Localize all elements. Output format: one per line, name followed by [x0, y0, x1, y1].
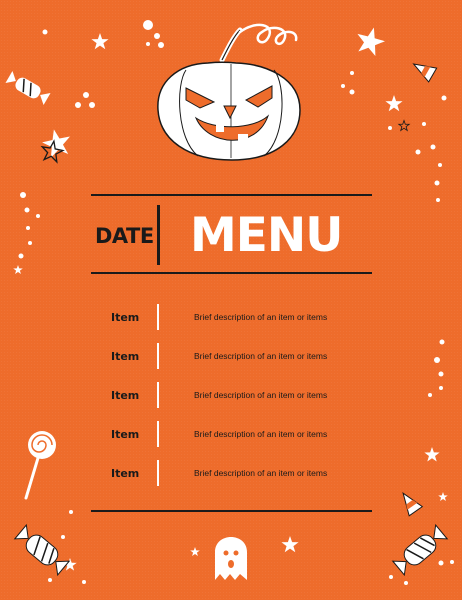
jack-o-lantern-icon	[158, 25, 300, 160]
menu-item-description: Brief description of an item or items	[194, 351, 328, 361]
header-top-rule	[91, 194, 372, 196]
date-label[interactable]: DATE	[95, 224, 154, 248]
menu-item-name: Item	[111, 428, 140, 441]
menu-item-description: Brief description of an item or items	[194, 468, 328, 478]
header-divider	[157, 205, 160, 265]
candy-icon	[392, 524, 448, 575]
menu-item-divider	[157, 304, 159, 330]
menu-item-divider	[157, 343, 159, 369]
menu-item-description: Brief description of an item or items	[194, 429, 328, 439]
candy-icon	[5, 71, 50, 105]
candy-corn-icon	[410, 57, 437, 82]
candy-icon	[14, 524, 70, 575]
menu-item-row[interactable]	[0, 456, 462, 496]
menu-item-description: Brief description of an item or items	[194, 390, 328, 400]
menu-item-name: Item	[111, 311, 140, 324]
footer-rule	[91, 510, 372, 512]
menu-item-divider	[157, 382, 159, 408]
menu-item-divider	[157, 421, 159, 447]
menu-item-row[interactable]	[0, 300, 462, 340]
header-bottom-rule	[91, 272, 372, 274]
page-title: MENU	[190, 208, 343, 263]
menu-item-row[interactable]	[0, 378, 462, 418]
menu-item-description: Brief description of an item or items	[194, 312, 328, 322]
menu-item-row[interactable]	[0, 339, 462, 379]
menu-item-divider	[157, 460, 159, 486]
menu-item-row[interactable]	[0, 417, 462, 457]
menu-item-name: Item	[111, 389, 140, 402]
ghost-icon	[215, 537, 247, 580]
menu-item-name: Item	[111, 467, 140, 480]
menu-item-name: Item	[111, 350, 140, 363]
